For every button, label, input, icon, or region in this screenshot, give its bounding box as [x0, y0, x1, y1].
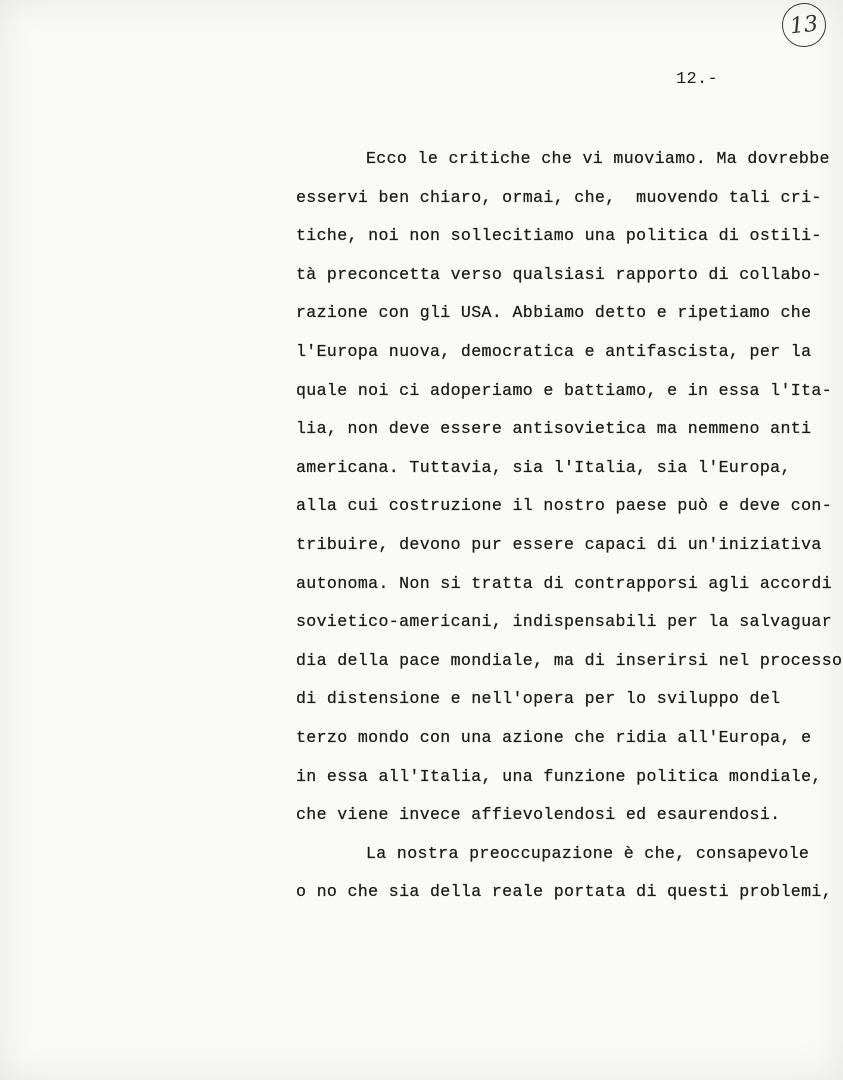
- typed-page-number: 12.-: [676, 70, 719, 89]
- text-line: tribuire, devono pur essere capaci di un'iniziativa: [296, 534, 822, 554]
- text-line: Ecco le critiche che vi muoviamo. Ma dovrebbe: [366, 149, 830, 168]
- text-line: in essa all'Italia, una funzione politica mondiale,: [296, 766, 822, 786]
- text-line: sovietico-americani, indispensabili per la salvaguar: [296, 612, 833, 632]
- text-line: alla cui costruzione il nostro paese può e deve con-: [296, 496, 833, 516]
- text-line: La nostra preoccupazione è che, consapevole: [366, 843, 810, 863]
- text-line: tà preconcetta verso qualsiasi rapporto di collabo-: [296, 264, 822, 284]
- text-line: quale noi ci adoperiamo e battiamo, e in essa l'Ita-: [296, 380, 833, 400]
- text-line: esservi ben chiaro, ormai, che, muovendo tali cri-: [296, 187, 822, 207]
- handwritten-page-number: [780, 1, 828, 49]
- typed-body-text: [296, 140, 843, 912]
- text-line: o no che sia della reale portata di questi problemi,: [296, 882, 833, 902]
- text-line: americana. Tuttavia, sia l'Italia, sia l'Europa,: [296, 457, 791, 477]
- text-line: tiche, noi non sollecitiamo una politica di ostili-: [296, 226, 822, 246]
- text-line: terzo mondo con una azione che ridia all'Europa, e: [296, 727, 812, 747]
- text-line: l'Europa nuova, democratica e antifascista, per la: [296, 341, 812, 361]
- text-line: lia, non deve essere antisovietica ma nemmeno anti: [296, 419, 812, 439]
- text-line: che viene invece affievolendosi ed esaurendosi.: [296, 805, 781, 825]
- handwritten-page-number-text: 13: [788, 11, 820, 39]
- text-line: autonoma. Non si tratta di contrapporsi agli accordi: [296, 573, 833, 593]
- text-line: di distensione e nell'opera per lo sviluppo del: [296, 689, 781, 709]
- text-line: razione con gli USA. Abbiamo detto e ripetiamo che: [296, 303, 812, 323]
- text-line: dia della pace mondiale, ma di inserirsi nel processo: [296, 650, 843, 670]
